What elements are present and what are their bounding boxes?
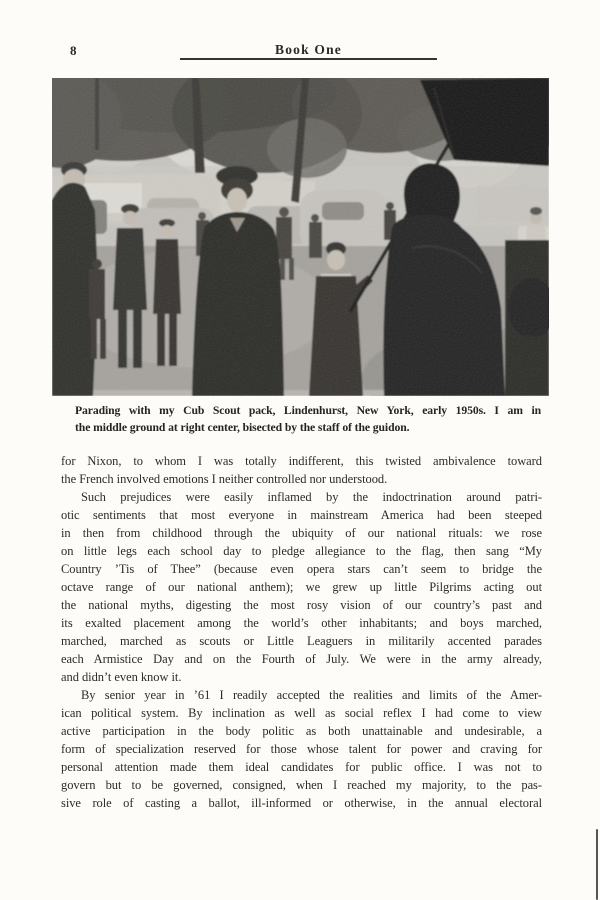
text-line: the French involved emotions I neither controlled nor understood.: [61, 472, 388, 486]
body-paragraph: [61, 488, 542, 686]
text-line: marched, marched as scouts or Little Leaguers in militarily accented parades: [61, 634, 542, 648]
text-line: form of specialization reserved for those whose talent for power and craving for: [61, 742, 542, 756]
text-line: Such prejudices were easily inflamed by the indoctrination around patri-: [81, 490, 542, 504]
text-line: Country ’Tis of Thee” (because even opera stars can’t seem to bridge the: [61, 562, 542, 576]
page-edge-artifact: [596, 829, 598, 900]
body-paragraph: [61, 452, 542, 488]
body-text: [61, 452, 542, 812]
text-line: personal attention made them ideal candidates for public office. I was not to: [61, 760, 542, 774]
parade-photo-image: [52, 78, 549, 396]
text-line: otic sentiments that most everyone in mainstream America had been steeped: [61, 508, 542, 522]
header-rule: [180, 58, 437, 60]
text-line: octave range of our national anthem); we grew up little Pilgrims acting out: [61, 580, 542, 594]
running-head: Book One: [275, 42, 342, 57]
photo-caption: [75, 402, 541, 436]
text-line: each Armistice Day and on the Fourth of July. We were in the army already,: [61, 652, 542, 666]
text-line: on little legs each school day to pledge allegiance to the flag, then sang “My: [61, 544, 542, 558]
body-paragraph: [61, 686, 542, 812]
text-line: By senior year in ’61 I readily accepted the realities and limits of the Amer-: [81, 688, 542, 702]
parade-photo: [52, 78, 549, 396]
text-line: active participation in the body politic as both unattainable and undesirable, a: [61, 724, 542, 738]
text-line: the national myths, digesting the most rosy vision of our country’s past and: [61, 598, 542, 612]
page-number: 8: [70, 43, 77, 58]
caption-line: Parading with my Cub Scout pack, Lindenhurst, New York, early 1950s. I am in: [75, 404, 541, 417]
text-line: and didn’t even know it.: [61, 670, 182, 684]
text-line: in then from childhood through the ubiquity of our national rituals: we rose: [61, 526, 542, 540]
text-line: for Nixon, to whom I was totally indifferent, this twisted ambivalence toward: [61, 454, 542, 468]
photo-grain-overlay: [52, 78, 549, 396]
text-line: sive role of casting a ballot, ill-informed or otherwise, in the annual electoral: [61, 796, 542, 810]
text-line: ican political system. By inclination as well as social reflex I had come to view: [61, 706, 542, 720]
text-line: its exalted placement among the world’s other inhabitants; and boys marched,: [61, 616, 542, 630]
text-line: govern but to be governed, consigned, when I reached my majority, to the pas-: [61, 778, 542, 792]
caption-line: the middle ground at right center, bisected by the staff of the guidon.: [75, 421, 410, 434]
